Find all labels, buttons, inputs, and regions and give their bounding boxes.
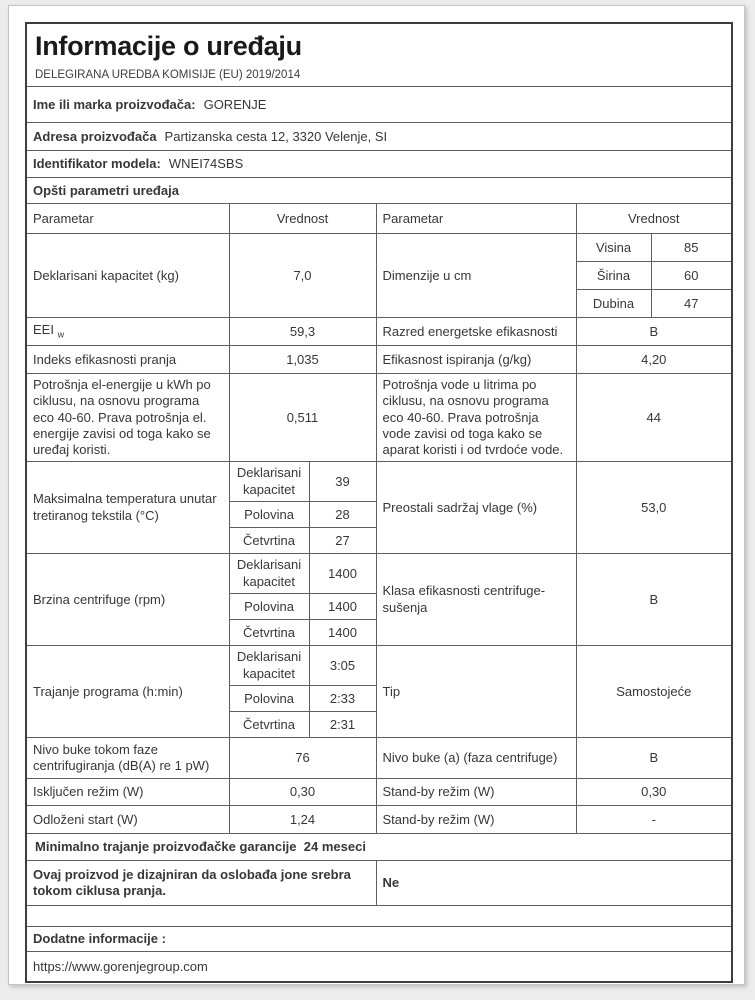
sub-value: 1400 [309,554,376,594]
param-label: Potrošnja el-energije u kWh po ciklusu, na osnovu programa eco 40-60. Prava potrošnja el. energije zavisi od toga kako se uređaj koristi. [26,374,229,462]
sub-label: Polovina [229,502,309,528]
param-value: 59,3 [229,318,376,346]
section-title-row [26,178,732,204]
address-label: Adresa proizvođača [33,128,157,144]
sub-value: 39 [309,462,376,502]
param-label: Stand-by režim (W) [376,806,576,834]
param-label: Stand-by režim (W) [376,779,576,806]
sub-value: 3:05 [309,646,376,686]
product-fiche-table [25,22,733,983]
param-value: 4,20 [576,346,732,374]
param-label: Brzina centrifuge (rpm) [26,554,229,646]
param-value: B [576,738,732,779]
param-value: 44 [576,374,732,462]
additional-info-label: Dodatne informacije : [33,931,166,947]
param-value: B [576,554,732,646]
sub-value: 60 [651,262,732,290]
website-row [26,952,732,982]
param-value: 53,0 [576,462,732,554]
page-title: Informacije o uređaju [35,31,302,61]
param-value: 7,0 [229,234,376,318]
sub-value: 1400 [309,594,376,620]
sub-value: 2:33 [309,686,376,712]
param-label: Deklarisani kapacitet (kg) [26,234,229,318]
brand-label: Ime ili marka proizvođača: [33,96,196,112]
sub-label: Deklarisani kapacitet [229,462,309,502]
warranty-row [26,834,732,861]
param-value: Samostojeće [576,646,732,738]
param-value: 1,035 [229,346,376,374]
title-block [26,23,732,87]
param-value: 1,24 [229,806,376,834]
param-label: Potrošnja vode u litrima po ciklusu, na osnovu programa eco 40-60. Prava potrošnja vode zavisi od toga kako se aparat koristi i od tvrdoće vode. [376,374,576,462]
model-row [26,151,732,178]
param-label: Nivo buke tokom faze centrifugiranja (dB(A) re 1 pW) [26,738,229,779]
sub-label: Dubina [576,290,651,318]
sub-value: 28 [309,502,376,528]
brand-row [26,87,732,123]
sub-label: Polovina [229,686,309,712]
col-header-param-right: Parametar [376,204,576,234]
param-label: Razred energetske efikasnosti [376,318,576,346]
col-header-value-right: Vrednost [576,204,732,234]
sub-label: Četvrtina [229,528,309,554]
param-value: 0,511 [229,374,376,462]
param-value: 0,30 [576,779,732,806]
sub-value: 47 [651,290,732,318]
param-label: Isključen režim (W) [26,779,229,806]
address-value: Partizanska cesta 12, 3320 Velenje, SI [164,128,388,144]
silver-ion-value: Ne [376,861,732,906]
website-link[interactable]: https://www.gorenjegroup.com [33,958,208,974]
regulation-subtitle: DELEGIRANA UREDBA KOMISIJE (EU) 2019/2014 [35,68,301,81]
warranty-value: 24 meseci [303,839,366,854]
param-label: Maksimalna temperatura unutar tretiranog tekstila (°C) [26,462,229,554]
param-label: Preostali sadržaj vlage (%) [376,462,576,554]
sub-label: Visina [576,234,651,262]
param-label: Klasa efikasnosti centrifuge-sušenja [376,554,576,646]
param-label: Trajanje programa (h:min) [26,646,229,738]
param-value: B [576,318,732,346]
sub-label: Deklarisani kapacitet [229,646,309,686]
sub-value: 1400 [309,620,376,646]
model-label: Identifikator modela: [33,156,161,171]
brand-value: GORENJE [203,96,267,112]
param-label: Tip [376,646,576,738]
param-label: Nivo buke (a) (faza centrifuge) [376,738,576,779]
sub-value: 85 [651,234,732,262]
param-value: 76 [229,738,376,779]
sub-label: Polovina [229,594,309,620]
additional-info-row [26,927,732,952]
section-title: Opšti parametri uređaja [33,182,179,198]
sub-label: Deklarisani kapacitet [229,554,309,594]
sub-value: 27 [309,528,376,554]
model-value: WNEI74SBS [168,156,244,171]
sub-label: Četvrtina [229,712,309,738]
param-label: Dimenzije u cm [376,234,576,318]
warranty-label: Minimalno trajanje proizvođačke garancije [35,839,297,854]
sub-value: 2:31 [309,712,376,738]
document-page [8,5,745,985]
eei-subscript: w [57,329,65,340]
param-label: Efikasnost ispiranja (g/kg) [376,346,576,374]
silver-ion-label: Ovaj proizvod je dizajniran da oslobađa jone srebra tokom ciklusa pranja. [26,861,376,906]
col-header-param-left: Parametar [26,204,229,234]
param-value: - [576,806,732,834]
col-header-value-left: Vrednost [229,204,376,234]
param-label: Indeks efikasnosti pranja [26,346,229,374]
sub-label: Četvrtina [229,620,309,646]
param-label: Odloženi start (W) [26,806,229,834]
spacer-row [26,906,732,927]
address-row [26,123,732,151]
param-value: 0,30 [229,779,376,806]
param-label: EEI $_w$ [26,318,229,346]
sub-label: Širina [576,262,651,290]
